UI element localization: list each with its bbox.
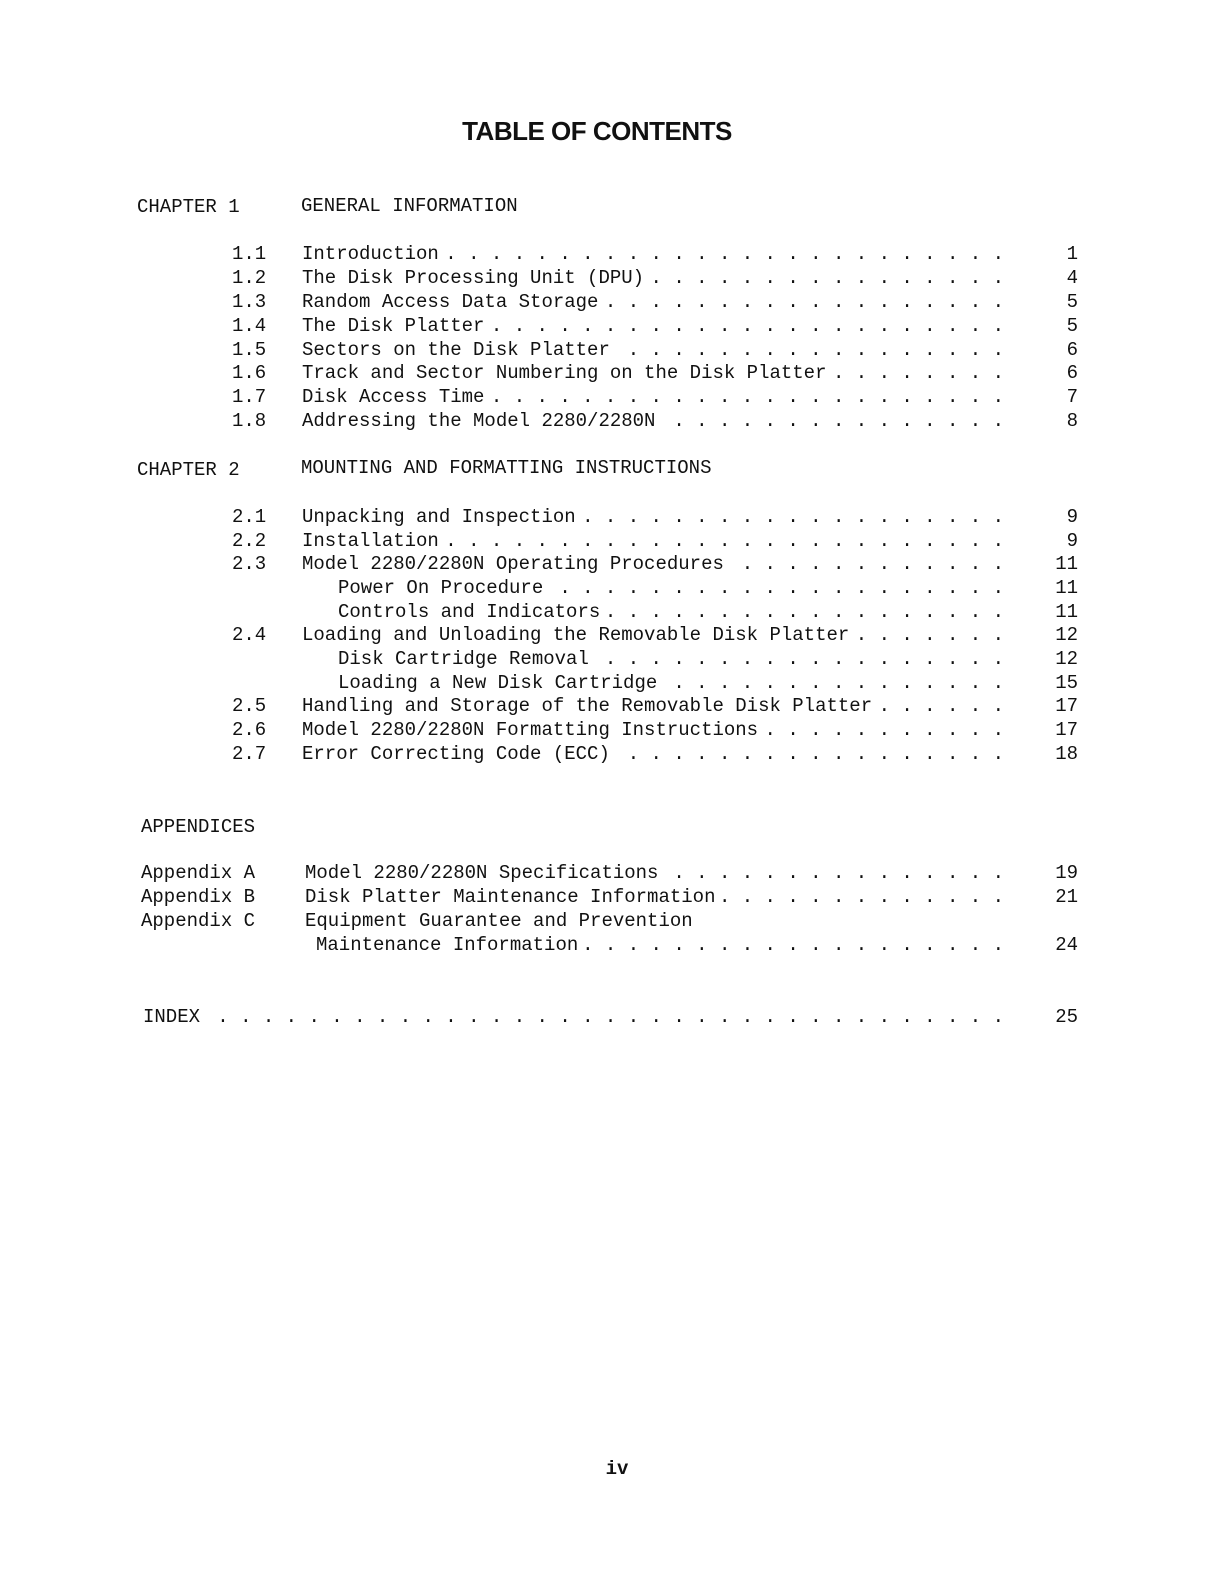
appendix-label: Appendix A <box>141 862 256 884</box>
section-title: Handling and Storage of the Removable Disk Platter <box>302 695 878 717</box>
toc-entry[interactable] <box>0 553 1224 577</box>
toc-appendix-continuation[interactable] <box>0 934 1224 958</box>
page-ref: 15 <box>1055 672 1078 694</box>
toc-entry[interactable] <box>0 719 1224 743</box>
toc-entry[interactable] <box>0 530 1224 554</box>
toc-entry[interactable] <box>0 695 1224 719</box>
section-title: Random Access Data Storage <box>302 291 604 313</box>
section-title: Introduction <box>302 243 445 265</box>
page-ref: 19 <box>1055 862 1078 884</box>
page-ref: 9 <box>1066 530 1078 552</box>
chapter-1-label: CHAPTER 1 <box>137 196 240 218</box>
section-number: 2.2 <box>232 530 267 552</box>
subsection-title: Controls and Indicators <box>338 601 606 623</box>
page-ref: 5 <box>1066 315 1078 337</box>
appendix-title: Model 2280/2280N Specifications <box>305 862 664 884</box>
page-ref: 24 <box>1055 934 1078 956</box>
section-number: 1.7 <box>232 386 267 408</box>
toc-subentry[interactable] <box>0 648 1224 672</box>
toc-appendix[interactable] <box>0 910 1224 934</box>
section-number: 2.3 <box>232 553 267 575</box>
toc-entry[interactable] <box>0 506 1224 530</box>
page-ref: 12 <box>1055 648 1078 670</box>
section-title: Installation <box>302 530 445 552</box>
page-ref: 25 <box>1055 1006 1078 1028</box>
page-ref: 7 <box>1066 386 1078 408</box>
toc-subentry[interactable] <box>0 577 1224 601</box>
toc-entry[interactable] <box>0 362 1224 386</box>
section-title: The Disk Platter <box>302 315 490 337</box>
toc-entry[interactable] <box>0 410 1224 434</box>
toc-subentry[interactable] <box>0 672 1224 696</box>
section-title: The Disk Processing Unit (DPU) <box>302 267 650 289</box>
appendix-label: Appendix B <box>141 886 256 908</box>
toc-entry[interactable] <box>0 624 1224 648</box>
section-title: Sectors on the Disk Platter <box>302 339 616 361</box>
appendices-heading: APPENDICES <box>141 816 256 838</box>
appendix-title-continuation: Maintenance Information <box>316 934 584 956</box>
page-ref: 11 <box>1055 601 1078 623</box>
section-number: 1.2 <box>232 267 267 289</box>
page-title: TABLE OF CONTENTS <box>462 116 732 146</box>
chapter-1-title: GENERAL INFORMATION <box>301 195 518 217</box>
page-ref: 6 <box>1066 362 1078 384</box>
section-title: Model 2280/2280N Operating Procedures <box>302 553 730 575</box>
page-ref: 5 <box>1066 291 1078 313</box>
section-title: Loading and Unloading the Removable Disk Platter <box>302 624 855 646</box>
page-ref: 4 <box>1066 267 1078 289</box>
chapter-2-label: CHAPTER 2 <box>137 459 240 481</box>
section-number: 1.1 <box>232 243 267 265</box>
subsection-title: Loading a New Disk Cartridge <box>338 672 663 694</box>
toc-index[interactable] <box>0 1006 1224 1030</box>
subsection-title: Power On Procedure <box>338 577 549 599</box>
chapter-2-title: MOUNTING AND FORMATTING INSTRUCTIONS <box>301 457 712 479</box>
section-title: Addressing the Model 2280/2280N <box>302 410 661 432</box>
index-title: INDEX <box>143 1006 206 1028</box>
section-number: 2.6 <box>232 719 267 741</box>
toc-subentry[interactable] <box>0 601 1224 625</box>
toc-entry[interactable] <box>0 315 1224 339</box>
section-title: Unpacking and Inspection <box>302 506 582 528</box>
section-number: 1.4 <box>232 315 267 337</box>
page-ref: 18 <box>1055 743 1078 765</box>
page-ref: 17 <box>1055 695 1078 717</box>
appendix-label: Appendix C <box>141 910 256 932</box>
toc-appendix[interactable] <box>0 886 1224 910</box>
appendix-title: Disk Platter Maintenance Information <box>305 886 721 908</box>
page-ref: 11 <box>1055 553 1078 575</box>
toc-entry[interactable] <box>0 291 1224 315</box>
toc-entry[interactable] <box>0 743 1224 767</box>
toc-entry[interactable] <box>0 267 1224 291</box>
section-number: 2.7 <box>232 743 267 765</box>
section-number: 1.8 <box>232 410 267 432</box>
page-ref: 17 <box>1055 719 1078 741</box>
page-ref: 6 <box>1066 339 1078 361</box>
section-title: Disk Access Time <box>302 386 490 408</box>
toc-entry[interactable] <box>0 243 1224 267</box>
section-number: 2.5 <box>232 695 267 717</box>
toc-appendix[interactable] <box>0 862 1224 886</box>
section-number: 2.1 <box>232 506 267 528</box>
section-number: 1.6 <box>232 362 267 384</box>
section-number: 1.5 <box>232 339 267 361</box>
section-title: Model 2280/2280N Formatting Instructions <box>302 719 764 741</box>
page-ref: 12 <box>1055 624 1078 646</box>
page-ref: 1 <box>1066 243 1078 265</box>
section-title: Track and Sector Numbering on the Disk Platter <box>302 362 833 384</box>
page-ref: 9 <box>1066 506 1078 528</box>
page-ref: 11 <box>1055 577 1078 599</box>
page-ref: 21 <box>1055 886 1078 908</box>
section-title: Error Correcting Code (ECC) <box>302 743 616 765</box>
toc-entry[interactable] <box>0 386 1224 410</box>
toc-entry[interactable] <box>0 339 1224 363</box>
section-number: 1.3 <box>232 291 267 313</box>
appendix-title: Equipment Guarantee and Prevention <box>305 910 699 932</box>
page-ref: 8 <box>1066 410 1078 432</box>
section-number: 2.4 <box>232 624 267 646</box>
page-number: iv <box>605 1458 629 1480</box>
subsection-title: Disk Cartridge Removal <box>338 648 595 670</box>
